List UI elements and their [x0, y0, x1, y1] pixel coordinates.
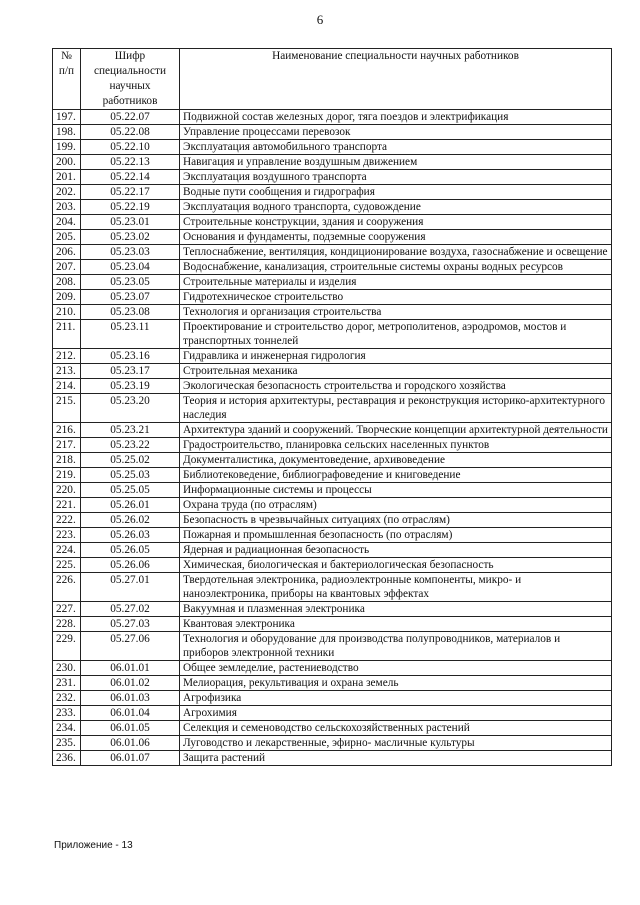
- row-code: 05.25.02: [81, 453, 180, 468]
- table-row: [53, 528, 612, 543]
- row-code: 06.01.07: [81, 751, 180, 766]
- row-name: Документалистика, документоведение, архивоведение: [180, 453, 612, 468]
- row-number: 232.: [53, 691, 81, 706]
- table-row: [53, 230, 612, 245]
- row-name: Агрохимия: [180, 706, 612, 721]
- row-code: 05.26.01: [81, 498, 180, 513]
- row-number: 226.: [53, 573, 81, 602]
- row-name: Проектирование и строительство дорог, метрополитенов, аэродромов, мостов и транспортных тоннелей: [180, 320, 612, 349]
- row-code: 05.23.21: [81, 423, 180, 438]
- table-row: [53, 394, 612, 423]
- row-number: 229.: [53, 632, 81, 661]
- row-code: 05.27.06: [81, 632, 180, 661]
- table-row: [53, 751, 612, 766]
- row-code: 05.23.22: [81, 438, 180, 453]
- table-row: [53, 483, 612, 498]
- row-name: Теплоснабжение, вентиляция, кондиционирование воздуха, газоснабжение и освещение: [180, 245, 612, 260]
- row-name: Мелиорация, рекультивация и охрана земель: [180, 676, 612, 691]
- row-name: Квантовая электроника: [180, 617, 612, 632]
- header-num: № п/п: [53, 49, 81, 110]
- row-name: Гидравлика и инженерная гидрология: [180, 349, 612, 364]
- table-row: [53, 245, 612, 260]
- row-number: 203.: [53, 200, 81, 215]
- table-row: [53, 573, 612, 602]
- row-name: Вакуумная и плазменная электроника: [180, 602, 612, 617]
- footer-note: Приложение - 13: [54, 840, 133, 851]
- row-number: 211.: [53, 320, 81, 349]
- row-number: 228.: [53, 617, 81, 632]
- row-number: 205.: [53, 230, 81, 245]
- row-code: 05.23.20: [81, 394, 180, 423]
- row-name: Экологическая безопасность строительства и городского хозяйства: [180, 379, 612, 394]
- table-row: [53, 290, 612, 305]
- row-code: 05.26.05: [81, 543, 180, 558]
- row-name: Архитектура зданий и сооружений. Творческие концепции архитектурной деятельности: [180, 423, 612, 438]
- row-name: Эксплуатация водного транспорта, судовождение: [180, 200, 612, 215]
- row-number: 236.: [53, 751, 81, 766]
- row-code: 05.23.03: [81, 245, 180, 260]
- row-code: 05.23.01: [81, 215, 180, 230]
- row-name: Защита растений: [180, 751, 612, 766]
- table-row: [53, 721, 612, 736]
- row-name: Библиотековедение, библиографоведение и книговедение: [180, 468, 612, 483]
- row-code: 05.22.10: [81, 140, 180, 155]
- table-row: [53, 706, 612, 721]
- row-number: 200.: [53, 155, 81, 170]
- table-row: [53, 260, 612, 275]
- table-row: [53, 602, 612, 617]
- header-code: Шифр специальности научных работников: [81, 49, 180, 110]
- row-number: 222.: [53, 513, 81, 528]
- table-row: [53, 438, 612, 453]
- row-name: Теория и история архитектуры, реставрация и реконструкция историко-архитектурного наследия: [180, 394, 612, 423]
- row-number: 235.: [53, 736, 81, 751]
- row-number: 216.: [53, 423, 81, 438]
- table-row: [53, 423, 612, 438]
- row-number: 201.: [53, 170, 81, 185]
- specialties-table: [52, 48, 612, 766]
- row-code: 05.27.02: [81, 602, 180, 617]
- row-number: 233.: [53, 706, 81, 721]
- row-number: 208.: [53, 275, 81, 290]
- row-code: 05.26.02: [81, 513, 180, 528]
- table-row: [53, 736, 612, 751]
- table-row: [53, 617, 612, 632]
- row-name: Строительная механика: [180, 364, 612, 379]
- row-number: 209.: [53, 290, 81, 305]
- table-row: [53, 155, 612, 170]
- row-code: 05.23.11: [81, 320, 180, 349]
- row-number: 227.: [53, 602, 81, 617]
- row-code: 05.27.01: [81, 573, 180, 602]
- row-name: Ядерная и радиационная безопасность: [180, 543, 612, 558]
- table-row: [53, 125, 612, 140]
- header-name: Наименование специальности научных работников: [180, 49, 612, 110]
- row-number: 206.: [53, 245, 81, 260]
- table-row: [53, 558, 612, 573]
- row-number: 212.: [53, 349, 81, 364]
- row-code: 06.01.04: [81, 706, 180, 721]
- row-name: Эксплуатация воздушного транспорта: [180, 170, 612, 185]
- table-row: [53, 632, 612, 661]
- row-number: 215.: [53, 394, 81, 423]
- row-code: 05.23.05: [81, 275, 180, 290]
- row-name: Луговодство и лекарственные, эфирно- масличные культуры: [180, 736, 612, 751]
- row-name: Технология и оборудование для производства полупроводников, материалов и приборов электронной техники: [180, 632, 612, 661]
- row-number: 230.: [53, 661, 81, 676]
- row-name: Общее земледелие, растениеводство: [180, 661, 612, 676]
- row-number: 220.: [53, 483, 81, 498]
- row-name: Безопасность в чрезвычайных ситуациях (по отраслям): [180, 513, 612, 528]
- row-code: 05.26.03: [81, 528, 180, 543]
- row-code: 05.26.06: [81, 558, 180, 573]
- table-row: [53, 513, 612, 528]
- table-row: [53, 661, 612, 676]
- table-row: [53, 140, 612, 155]
- table-row: [53, 498, 612, 513]
- row-code: 05.22.14: [81, 170, 180, 185]
- row-name: Агрофизика: [180, 691, 612, 706]
- row-code: 05.23.19: [81, 379, 180, 394]
- table-row: [53, 275, 612, 290]
- row-name: Основания и фундаменты, подземные сооружения: [180, 230, 612, 245]
- row-number: 198.: [53, 125, 81, 140]
- row-code: 06.01.01: [81, 661, 180, 676]
- row-name: Водные пути сообщения и гидрография: [180, 185, 612, 200]
- table-row: [53, 170, 612, 185]
- row-code: 05.23.02: [81, 230, 180, 245]
- row-name: Управление процессами перевозок: [180, 125, 612, 140]
- row-number: 204.: [53, 215, 81, 230]
- row-code: 05.23.07: [81, 290, 180, 305]
- row-name: Пожарная и промышленная безопасность (по отраслям): [180, 528, 612, 543]
- table-row: [53, 468, 612, 483]
- row-name: Твердотельная электроника, радиоэлектронные компоненты, микро- и наноэлектроника, приборы на квантовых эффектах: [180, 573, 612, 602]
- table-row: [53, 543, 612, 558]
- row-code: 05.25.05: [81, 483, 180, 498]
- row-code: 06.01.06: [81, 736, 180, 751]
- row-name: Градостроительство, планировка сельских населенных пунктов: [180, 438, 612, 453]
- row-number: 213.: [53, 364, 81, 379]
- row-code: 06.01.05: [81, 721, 180, 736]
- table-row: [53, 691, 612, 706]
- row-code: 05.23.08: [81, 305, 180, 320]
- row-name: Строительные конструкции, здания и сооружения: [180, 215, 612, 230]
- row-name: Гидротехническое строительство: [180, 290, 612, 305]
- row-name: Навигация и управление воздушным движением: [180, 155, 612, 170]
- row-code: 05.22.13: [81, 155, 180, 170]
- table-body: [53, 110, 612, 766]
- row-name: Информационные системы и процессы: [180, 483, 612, 498]
- table-row: [53, 453, 612, 468]
- row-code: 05.22.08: [81, 125, 180, 140]
- row-number: 223.: [53, 528, 81, 543]
- table-row: [53, 676, 612, 691]
- row-number: 207.: [53, 260, 81, 275]
- table-row: [53, 320, 612, 349]
- row-code: 05.27.03: [81, 617, 180, 632]
- row-code: 05.25.03: [81, 468, 180, 483]
- row-code: 05.23.16: [81, 349, 180, 364]
- row-number: 214.: [53, 379, 81, 394]
- row-name: Охрана труда (по отраслям): [180, 498, 612, 513]
- table-row: [53, 200, 612, 215]
- table-row: [53, 305, 612, 320]
- row-name: Селекция и семеноводство сельскохозяйственных растений: [180, 721, 612, 736]
- row-number: 210.: [53, 305, 81, 320]
- row-name: Химическая, биологическая и бактериологическая безопасность: [180, 558, 612, 573]
- row-code: 05.22.19: [81, 200, 180, 215]
- row-code: 05.22.07: [81, 110, 180, 125]
- row-number: 234.: [53, 721, 81, 736]
- row-code: 06.01.03: [81, 691, 180, 706]
- row-code: 05.23.17: [81, 364, 180, 379]
- table-row: [53, 110, 612, 125]
- row-number: 217.: [53, 438, 81, 453]
- row-name: Подвижной состав железных дорог, тяга поездов и электрификация: [180, 110, 612, 125]
- table-row: [53, 364, 612, 379]
- table-row: [53, 379, 612, 394]
- row-number: 197.: [53, 110, 81, 125]
- row-number: 231.: [53, 676, 81, 691]
- row-name: Водоснабжение, канализация, строительные системы охраны водных ресурсов: [180, 260, 612, 275]
- table-row: [53, 215, 612, 230]
- table-row: [53, 185, 612, 200]
- row-code: 06.01.02: [81, 676, 180, 691]
- row-number: 218.: [53, 453, 81, 468]
- table-row: [53, 349, 612, 364]
- row-number: 219.: [53, 468, 81, 483]
- row-code: 05.22.17: [81, 185, 180, 200]
- row-name: Строительные материалы и изделия: [180, 275, 612, 290]
- row-number: 202.: [53, 185, 81, 200]
- row-number: 199.: [53, 140, 81, 155]
- row-number: 224.: [53, 543, 81, 558]
- row-name: Эксплуатация автомобильного транспорта: [180, 140, 612, 155]
- row-number: 225.: [53, 558, 81, 573]
- row-number: 221.: [53, 498, 81, 513]
- row-name: Технология и организация строительства: [180, 305, 612, 320]
- page-number: 6: [316, 12, 324, 27]
- table-header-row: [53, 49, 612, 110]
- row-code: 05.23.04: [81, 260, 180, 275]
